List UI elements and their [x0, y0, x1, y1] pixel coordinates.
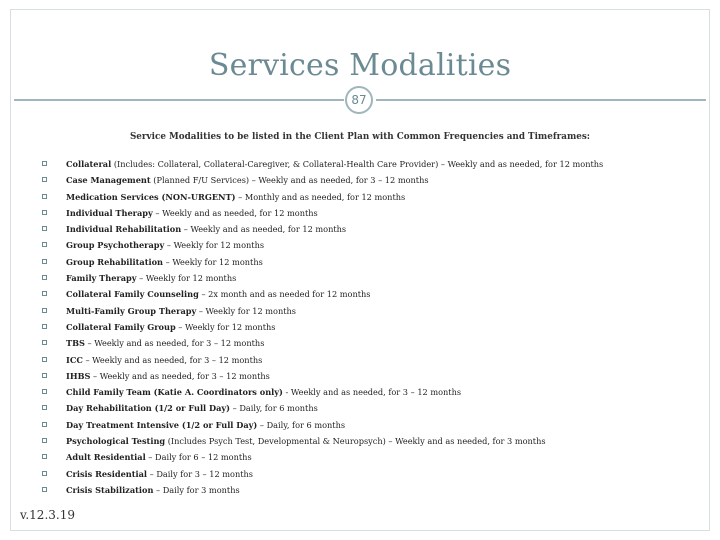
square-bullet-icon — [42, 324, 47, 329]
item-detail: – Daily for 3 – 12 months — [147, 468, 254, 479]
square-bullet-icon — [42, 357, 47, 362]
square-bullet-icon — [42, 389, 47, 394]
item-detail: – Weekly and as needed, for 12 months — [181, 224, 347, 235]
list-item — [42, 384, 603, 400]
item-detail: – Daily for 6 – 12 months — [145, 452, 252, 463]
list-item — [42, 189, 603, 205]
square-bullet-icon — [42, 291, 47, 296]
item-detail: – Weekly and as needed, for 12 months — [152, 207, 318, 218]
list-item — [42, 466, 603, 482]
item-name: Day Treatment Intensive (1/2 or Full Day) — [66, 419, 258, 430]
item-name: Individual Rehabilitation — [66, 224, 182, 235]
square-bullet-icon — [42, 454, 47, 459]
item-detail: – Daily for 3 months — [153, 484, 240, 495]
item-name: Adult Residential — [66, 452, 146, 463]
square-bullet-icon — [42, 487, 47, 492]
list-item — [42, 433, 603, 449]
item-detail: – 2x month and as needed for 12 months — [198, 289, 371, 300]
item-name: Case Management — [66, 175, 151, 186]
item-name: Group Psychotherapy — [66, 240, 165, 251]
item-detail: - Weekly and as needed, for 3 – 12 months — [282, 387, 462, 398]
item-name: Child Family Team (Katie A. Coordinators only) — [66, 387, 283, 398]
square-bullet-icon — [42, 242, 47, 247]
item-name: Family Therapy — [66, 273, 137, 284]
item-name: Medication Services (NON-URGENT) — [66, 191, 236, 202]
item-name: Multi-Family Group Therapy — [66, 305, 197, 316]
item-name: Crisis Stabilization — [66, 484, 154, 495]
item-name: Crisis Residential — [66, 468, 148, 479]
item-detail: – Daily, for 6 months — [257, 419, 346, 430]
list-item — [42, 237, 603, 253]
item-detail: – Weekly for 12 months — [136, 273, 237, 284]
item-detail: – Weekly for 12 months — [163, 256, 263, 267]
intro-text: Service Modalities to be listed in the Client Plan with Common Frequencies and Timeframes: — [129, 132, 591, 142]
item-name: Psychological Testing — [66, 436, 166, 447]
square-bullet-icon — [42, 275, 47, 280]
title-divider-left — [14, 99, 344, 101]
square-bullet-icon — [42, 259, 47, 264]
list-item — [42, 449, 603, 465]
item-detail: – Weekly for 12 months — [175, 321, 276, 332]
item-detail: – Weekly and as needed, for 3 – 12 months — [90, 370, 270, 381]
list-item — [42, 352, 603, 368]
list-item — [42, 286, 603, 302]
square-bullet-icon — [42, 340, 47, 345]
square-bullet-icon — [42, 308, 47, 313]
square-bullet-icon — [42, 210, 47, 215]
item-detail: (Planned F/U Services) – Weekly and as needed, for 3 – 12 months — [150, 175, 429, 186]
list-item — [42, 270, 603, 286]
item-name: Day Rehabilitation (1/2 or Full Day) — [66, 403, 231, 414]
list-item — [42, 319, 603, 335]
list-item — [42, 221, 603, 237]
item-detail: – Weekly and as needed, for 3 – 12 months — [84, 338, 265, 349]
item-name: Collateral — [66, 159, 112, 169]
list-item — [42, 400, 603, 416]
square-bullet-icon — [42, 471, 47, 476]
item-detail: – Monthly and as needed, for 12 months — [235, 191, 406, 202]
square-bullet-icon — [42, 405, 47, 410]
item-name: Individual Therapy — [66, 207, 153, 218]
list-item — [42, 303, 603, 319]
item-name: Collateral Family Group — [66, 321, 176, 332]
item-name: ICC — [66, 354, 83, 365]
square-bullet-icon — [42, 161, 47, 166]
square-bullet-icon — [42, 226, 47, 231]
item-detail: – Daily, for 6 months — [230, 403, 318, 414]
item-detail: (Includes: Collateral, Collateral-Caregiver, & Collateral-Health Care Provider) – Weekly and as needed, for 12 months — [111, 159, 604, 169]
page-number-badge: 87 — [345, 86, 373, 114]
item-name: TBS — [66, 338, 85, 349]
title-divider-right — [376, 99, 706, 101]
square-bullet-icon — [42, 373, 47, 378]
square-bullet-icon — [42, 177, 47, 182]
slide-title: Services Modalities — [208, 48, 512, 83]
square-bullet-icon — [42, 422, 47, 427]
item-name: Group Rehabilitation — [66, 256, 164, 267]
list-item — [42, 417, 603, 433]
item-detail: (Includes Psych Test, Developmental & Neuropsych) – Weekly and as needed, for 3 months — [165, 436, 546, 447]
list-item — [42, 156, 603, 172]
list-item — [42, 205, 603, 221]
list-item — [42, 368, 603, 384]
service-modalities-list — [42, 156, 603, 498]
list-item — [42, 482, 603, 498]
item-detail: – Weekly for 12 months — [196, 305, 297, 316]
item-detail: – Weekly and as needed, for 3 – 12 months — [82, 354, 263, 365]
version-label: v.12.3.19 — [20, 508, 75, 522]
item-detail: – Weekly for 12 months — [164, 240, 265, 251]
list-item — [42, 254, 603, 270]
item-name: IHBS — [66, 370, 91, 381]
item-name: Collateral Family Counseling — [66, 289, 199, 300]
list-item — [42, 335, 603, 351]
square-bullet-icon — [42, 438, 47, 443]
square-bullet-icon — [42, 194, 47, 199]
list-item — [42, 172, 603, 188]
